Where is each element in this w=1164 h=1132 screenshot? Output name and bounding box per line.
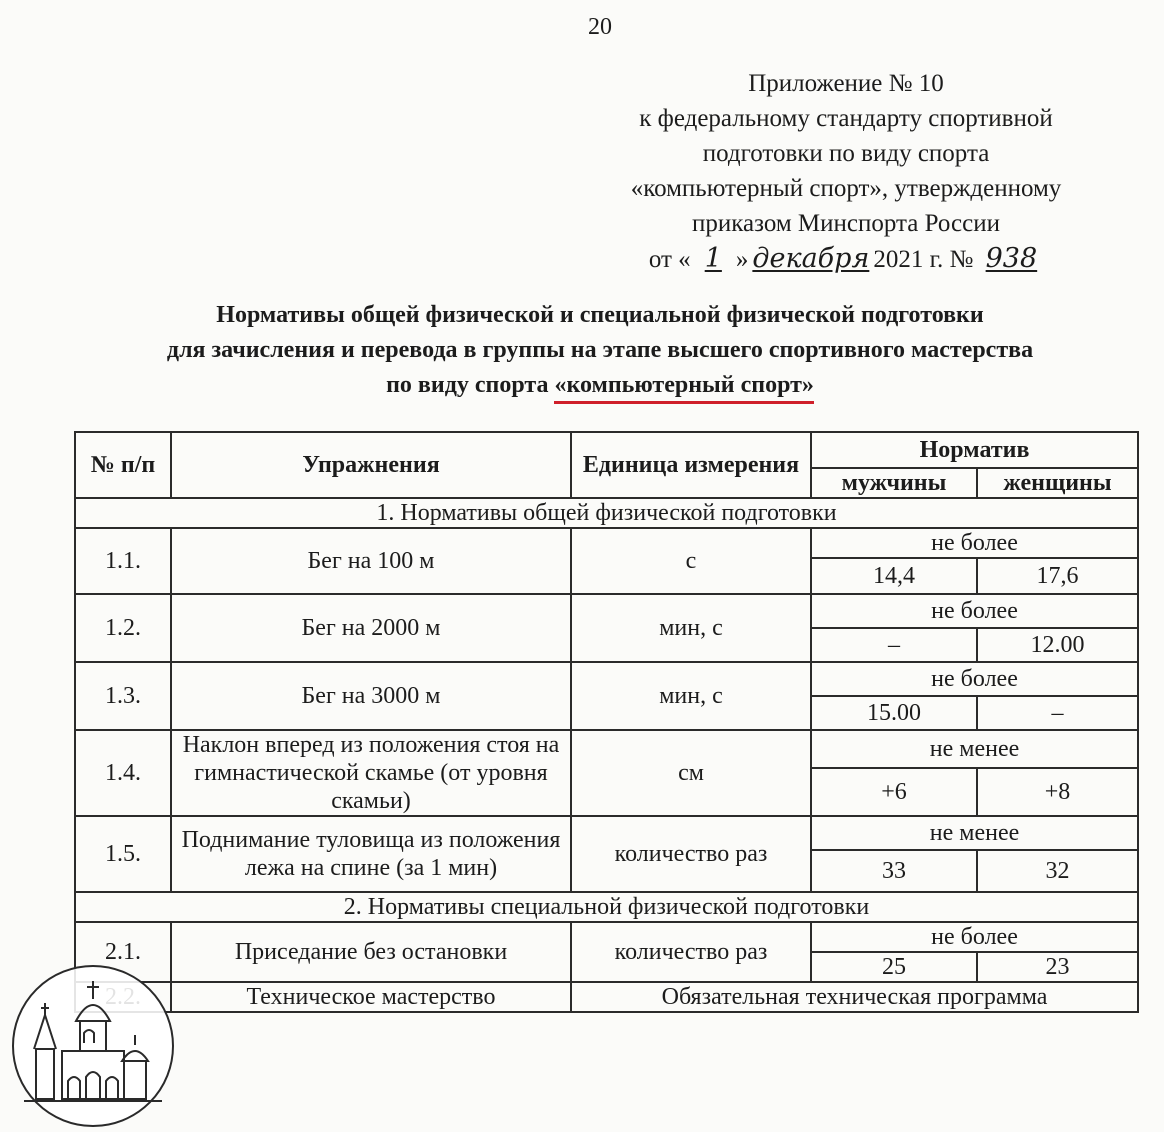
row-num: 1.1.: [75, 528, 171, 594]
date-prefix: от «: [648, 246, 691, 273]
header-women: женщины: [977, 468, 1138, 498]
section-general-title: 1. Нормативы общей физической подготовки: [75, 498, 1138, 528]
row-exercise: Приседание без остановки: [171, 922, 571, 982]
row-exercise: Бег на 2000 м: [171, 594, 571, 662]
row-women-value: +8: [977, 768, 1138, 816]
table-row: [75, 730, 1138, 768]
appendix-line-4: «компьютерный спорт», утвержденному: [630, 175, 1062, 202]
appendix-line-1: Приложение № 10: [748, 70, 944, 97]
row-men-value: 25: [811, 952, 977, 982]
row-exercise: Техническое мастерство: [171, 982, 571, 1012]
document-title: [0, 298, 1164, 403]
row-condition: не более: [811, 594, 1138, 628]
row-unit: см: [571, 730, 811, 816]
row-num: 1.3.: [75, 662, 171, 730]
row-num: 2.1.: [75, 922, 171, 982]
row-men-value: –: [811, 628, 977, 662]
row-women-value: –: [977, 696, 1138, 730]
header-row: [75, 432, 1138, 468]
row-exercise: Бег на 3000 м: [171, 662, 571, 730]
highlighted-sport-name: «компьютерный спорт»: [554, 372, 813, 404]
table-row: [75, 662, 1138, 696]
row-men-value: 15.00: [811, 696, 977, 730]
section-row-special: [75, 892, 1138, 922]
date-suffix: 2021 г. №: [873, 246, 974, 273]
handwritten-day: 1: [704, 243, 722, 274]
row-condition: не более: [811, 528, 1138, 558]
row-men-value: +6: [811, 768, 977, 816]
handwritten-order-number: 938: [985, 243, 1038, 274]
handwritten-month: декабря: [752, 243, 870, 274]
header-unit: Единица измерения: [571, 432, 811, 498]
table-row: [75, 922, 1138, 952]
table-row: [75, 982, 1138, 1012]
appendix-header: [586, 66, 1106, 277]
table-row: [75, 594, 1138, 628]
row-women-value: 12.00: [977, 628, 1138, 662]
row-women-value: 17,6: [977, 558, 1138, 594]
row-condition: не менее: [811, 730, 1138, 768]
appendix-line-2: к федеральному стандарту спортивной: [639, 105, 1053, 132]
row-condition: не более: [811, 922, 1138, 952]
section-special-title: 2. Нормативы специальной физической подготовки: [75, 892, 1138, 922]
row-condition: не менее: [811, 816, 1138, 850]
header-norm: Норматив: [811, 432, 1138, 468]
row-program: Обязательная техническая программа: [571, 982, 1138, 1012]
table-row: [75, 528, 1138, 558]
section-row-general: [75, 498, 1138, 528]
row-men-value: 33: [811, 850, 977, 892]
row-num: 1.4.: [75, 730, 171, 816]
appendix-date-line: [586, 241, 1106, 277]
page-number: 20: [588, 14, 612, 40]
appendix-line-3: подготовки по виду спорта: [702, 140, 990, 167]
table-row: [75, 816, 1138, 850]
row-men-value: 14,4: [811, 558, 977, 594]
title-line-1: Нормативы общей физической и специальной физической подготовки: [216, 302, 984, 328]
row-exercise: Поднимание туловища из положения лежа на спине (за 1 мин): [171, 816, 571, 892]
appendix-line-5: приказом Минспорта России: [691, 210, 1000, 237]
title-line-3: [0, 368, 1164, 403]
church-stamp-icon: [10, 963, 176, 1129]
title-line-3-prefix: по виду спорта: [386, 372, 555, 398]
row-unit: мин, с: [571, 594, 811, 662]
row-exercise: Наклон вперед из положения стоя на гимнастической скамье (от уровня скамьи): [171, 730, 571, 816]
row-unit: с: [571, 528, 811, 594]
header-num: № п/п: [75, 432, 171, 498]
row-exercise: Бег на 100 м: [171, 528, 571, 594]
row-num: 1.5.: [75, 816, 171, 892]
row-unit: количество раз: [571, 816, 811, 892]
row-unit: мин, с: [571, 662, 811, 730]
row-women-value: 32: [977, 850, 1138, 892]
row-women-value: 23: [977, 952, 1138, 982]
row-unit: количество раз: [571, 922, 811, 982]
header-exercise: Упражнения: [171, 432, 571, 498]
header-men: мужчины: [811, 468, 977, 498]
title-line-2: для зачисления и перевода в группы на этапе высшего спортивного мастерства: [166, 337, 1034, 363]
row-num: 1.2.: [75, 594, 171, 662]
norms-table: [74, 431, 1139, 1013]
date-mid: »: [735, 246, 749, 273]
row-condition: не более: [811, 662, 1138, 696]
